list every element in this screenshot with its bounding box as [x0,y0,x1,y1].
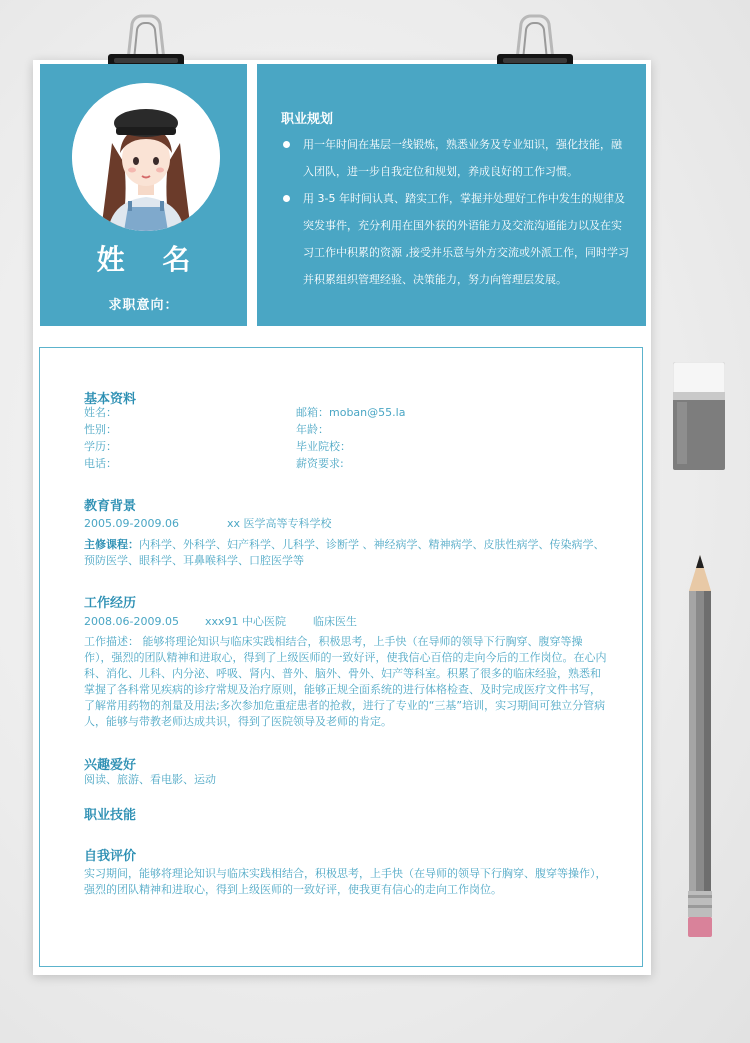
list-item [281,185,631,293]
info-name-label: 姓名： [84,406,117,419]
info-school-label: 毕业院校： [296,440,351,453]
work-title: 工作经历 [84,596,137,611]
info-salary-label: 薪资要求: [296,457,344,470]
work-role: 临床医生 [313,615,357,628]
self-eval-text: 实习期间，能够将理论知识与临床实践相结合，积极思考，上手快（在导师的领导下行胸穿、腹穿等操作），强烈的团队精神和进取心，得到上级医师的一致好评，使我更有信心的走向工作岗位。 [84,867,607,896]
skills-title: 职业技能 [84,808,137,823]
work-period: 2008.06-2009.05 [84,615,179,628]
work-description: 工作描述： 能够将理论知识与临床实践相结合，积极思考，上手快（在导师的领导下行胸穿、腹穿等操作），强烈的团队精神和进取心，得到了上级医师的一致好评，使我信心百倍的走向今后的工作岗位。在心内科、消化、儿科、内分泌、呼吸、肾内、普外、脑外、骨外、妇产等科室。积累了很多的临床经验，熟悉和掌握了各科常见疾病的诊疗常规及治疗原则，能够正规全面系统的进行体格检查、及时完成医疗文件书写，了解常用药物的剂量及用法;多次参加危重症患者的抢救，进行了专业的“三基”培训，实习期间可独立分管病人，能够与带教老师达成共识，得到了医院领导及老师的肯定。 [84,635,607,728]
education-title: 教育背景 [84,499,137,514]
career-plan-title: 职业规划 [281,112,334,127]
courses-text: 内科学、外科学、妇产科学、儿科学、诊断学 、神经病学、精神病学、皮肤性病学、传染病学、预防医学、眼科学、耳鼻喉科学、口腔医学等 [84,538,605,567]
education-period: 2005.09-2009.06 [84,517,179,530]
basic-info-title: 基本资料 [84,392,137,407]
info-gender-label: 性别： [84,423,117,436]
career-plan-item-text: 用一年时间在基层一线锻炼，熟悉业务及专业知识，强化技能，融入团队，进一步自我定位和规划，养成良好的工作习惯。 [303,138,622,178]
candidate-name: 姓 名 [96,243,205,276]
education-school: xx 医学高等专科学校 [227,517,332,530]
career-plan-item-text: 用 3-5 年时间认真、踏实工作，掌握并处理好工作中发生的规律及突发事件，充分利用在国外获的外语能力及交流沟通能力以及在实习工作中积累的资源 ,接受并乐意与外方交流或外派工作，同时学习并积累组织管理经验、决策能力，努力向管理层发展。 [303,192,629,286]
self-eval-title: 自我评价 [84,849,137,864]
education-courses [84,537,608,569]
avatar [72,83,220,231]
career-plan-list [281,131,631,293]
courses-label: 主修课程： [84,538,139,551]
bullet-icon [283,141,290,148]
info-age-label: 年龄： [296,423,329,436]
info-phone-label: 电话： [84,457,117,470]
hobbies-title: 兴趣爱好 [84,758,137,773]
hobbies-text: 阅读、旅游、看电影、运动 [84,773,216,786]
job-intent-label: 求职意向： [108,298,179,313]
work-org: xxx91 中心医院 [205,615,287,628]
avatar-illustration [72,83,220,231]
info-email: 邮箱：moban@55.la [296,406,406,419]
list-item [281,131,631,185]
eraser-icon [673,362,725,470]
info-education-label: 学历： [84,440,117,453]
bullet-icon [283,195,290,202]
pencil-icon [683,555,717,945]
